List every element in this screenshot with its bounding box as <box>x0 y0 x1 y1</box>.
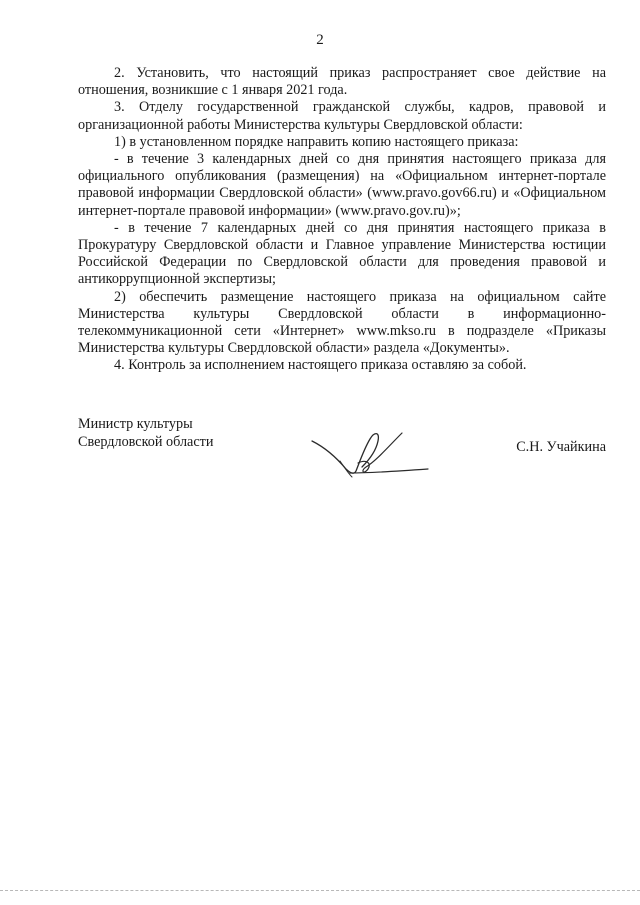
signer-title <box>78 415 213 451</box>
paragraph-2-effective-date: 2. Установить, что настоящий приказ распространяет свое действие на отношения, возникшие с 1 января 2021 года. <box>78 65 606 99</box>
paragraph-prosecution-7-days: - в течение 7 календарных дней со дня принятия настоящего приказа в Прокуратуру Свердловской области и Главное управление Министерства юстиции Российской Федерации по Свердловской области для проведения правовой и антикоррупционной экспертизы; <box>78 219 606 288</box>
paragraph-3-1-send-copy: 1) в установленном порядке направить копию настоящего приказа: <box>114 133 519 150</box>
document-body <box>78 65 606 375</box>
paragraph-publication-3-days: - в течение 3 календарных дней со дня принятия настоящего приказа для официального опубликования (размещения) на «Официальном интернет-портале правовой информации Свердловской области» (www.pravo.gov66.ru) и «Официальном интернет-портале правовой информации» (www.pravo.gov.ru)»; <box>78 151 606 219</box>
page-bottom-edge <box>0 890 640 891</box>
signature-block <box>78 415 606 505</box>
signer-title-line-2: Свердловской области <box>78 434 214 450</box>
paragraph-3-department: 3. Отделу государственной гражданской службы, кадров, правовой и организационной работы Министерства культуры Свердловской области: <box>78 99 606 133</box>
handwritten-signature <box>310 421 440 491</box>
signer-name: С.Н. Учайкина <box>516 439 606 455</box>
page-number: 2 <box>316 32 324 48</box>
paragraph-3-2-website: 2) обеспечить размещение настоящего приказа на официальном сайте Министерства культуры Свердловской области в информационно-телекоммуникационной сети «Интернет» www.mkso.ru в подразделе «Приказы Министерства культуры Свердловской области» раздела «Документы». <box>78 288 606 357</box>
signer-title-line-1: Министр культуры <box>78 416 193 432</box>
paragraph-4-control: 4. Контроль за исполнением настоящего приказа оставляю за собой. <box>114 357 527 374</box>
